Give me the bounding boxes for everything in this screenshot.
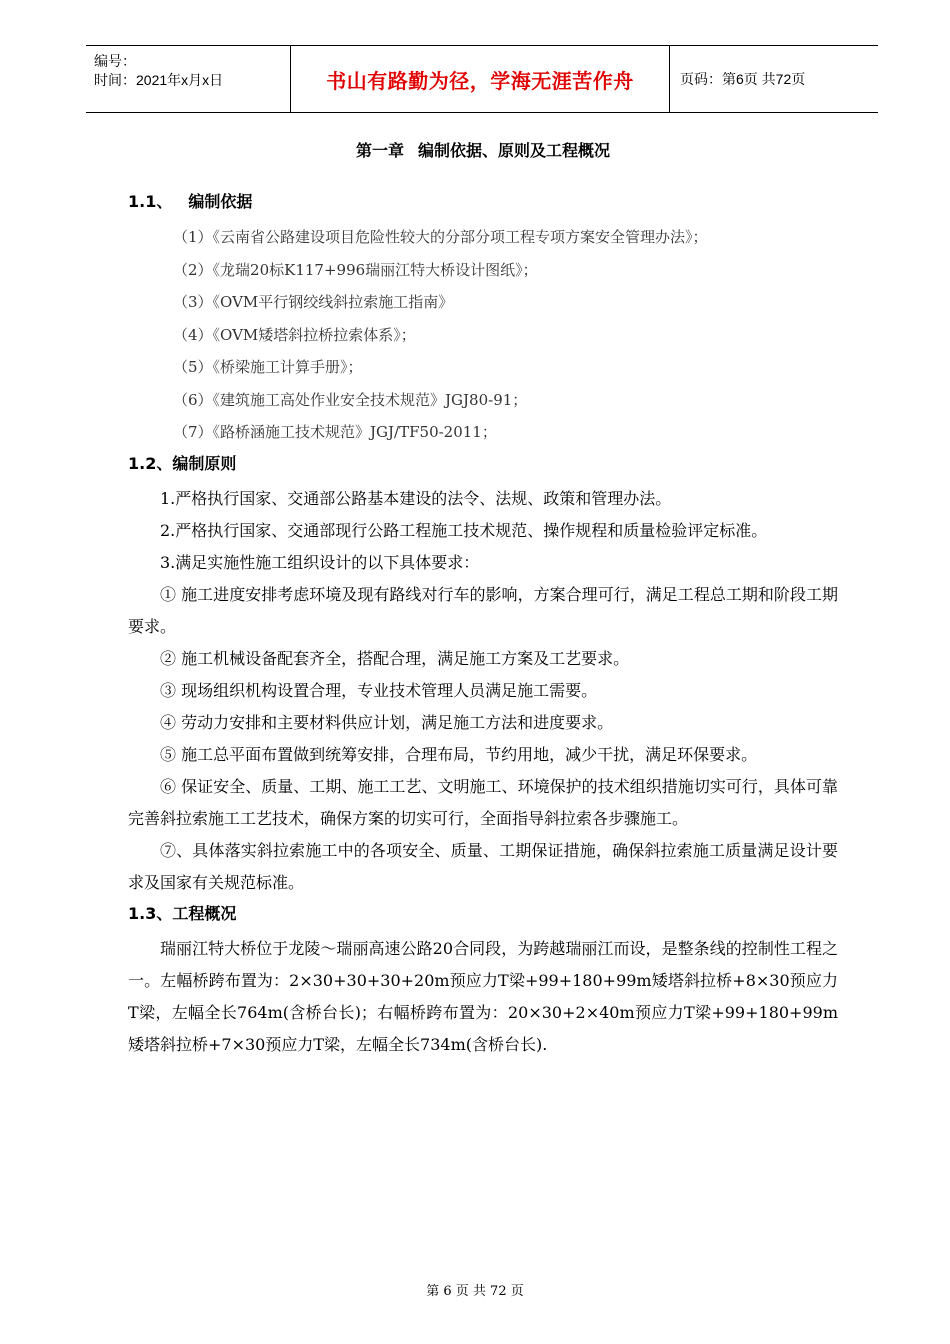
date-label: 时间：2021年x月x日 xyxy=(94,72,224,88)
reference-item: （5）《桥梁施工计算手册》； xyxy=(173,358,363,376)
principle-paragraph: 1.严格执行国家、交通部公路基本建设的法令、法规、政策和管理办法。 xyxy=(160,488,672,508)
section-heading-overview xyxy=(128,903,838,925)
principle-paragraph: ④ 劳动力安排和主要材料供应计划，满足施工方法和进度要求。 xyxy=(160,712,614,732)
section-number: 1.2、 xyxy=(128,453,173,473)
principle-paragraph: ⑤ 施工总平面布置做到统筹安排，合理布局，节约用地，减少干扰，满足环保要求。 xyxy=(160,744,758,764)
principle-paragraph: ⑥ 保证安全、质量、工期、施工工艺、文明施工、环境保护的技术组织措施切实可行，具体可靠完善斜拉索施工工艺技术，确保方案的切实可行，全面指导斜拉索各步骤施工。 xyxy=(128,776,838,828)
principle-paragraph: 3.满足实施性施工组织设计的以下具体要求： xyxy=(160,552,480,572)
chapter-heading xyxy=(128,138,838,161)
document-header xyxy=(86,45,878,113)
section-title: 编制依据 xyxy=(188,192,253,211)
reference-item: （3）《OVM平行钢绞线斜拉索施工指南》 xyxy=(173,293,454,311)
reference-item: （7）《路桥涵施工技术规范》JGJ/TF50-2011； xyxy=(173,423,497,441)
header-motto-cell xyxy=(291,46,670,113)
overview-paragraph: 瑞丽江特大桥位于龙陵～瑞丽高速公路20合同段，为跨越瑞丽江而设，是整条线的控制性工程之一。左幅桥跨布置为：2×30+30+30+20m预应力T梁+99+180+99m矮塔斜拉桥+8×30预应力T梁，左幅全长764m(含桥台长)；右幅桥跨布置为：20×30+2×40m预应力T梁+99+180+99m矮塔斜拉桥+7×30预应力T梁，左幅全长734m(含桥台长). xyxy=(128,938,838,1054)
section-title: 工程概况 xyxy=(172,903,237,923)
section-heading-basis xyxy=(128,191,838,213)
section-number: 1.1、 xyxy=(128,192,173,211)
reference-item: （6）《建筑施工高处作业安全技术规范》JGJ80-91； xyxy=(173,390,528,409)
header-meta xyxy=(86,46,291,113)
chapter-title: 编制依据、原则及工程概况 xyxy=(418,141,611,160)
section-title: 编制原则 xyxy=(172,453,237,473)
principle-paragraph: ⑦、具体落实斜拉索施工中的各项安全、质量、工期保证措施，确保斜拉索施工质量满足设计要求及国家有关规范标准。 xyxy=(128,840,838,892)
header-page-info: 页码：第6页 共72页 xyxy=(670,46,879,113)
document-body xyxy=(128,128,838,1061)
principle-paragraph: ② 施工机械设备配套齐全，搭配合理，满足施工方案及工艺要求。 xyxy=(160,648,630,668)
page-footer: 第 6 页 共 72 页 xyxy=(426,1284,524,1299)
principle-paragraph: ① 施工进度安排考虑环境及现有路线对行车的影响，方案合理可行，满足工程总工期和阶段工期要求。 xyxy=(128,584,838,636)
section-number: 1.3、 xyxy=(128,903,173,923)
serial-number-label: 编号： xyxy=(94,53,136,69)
principle-paragraph: 2.严格执行国家、交通部现行公路工程施工技术规范、操作规程和质量检验评定标准。 xyxy=(160,520,768,540)
chapter-number: 第一章 xyxy=(355,141,404,160)
reference-item: （2）《龙瑞20标K117+996瑞丽江特大桥设计图纸》； xyxy=(173,260,538,279)
principle-paragraph: ③ 现场组织机构设置合理，专业技术管理人员满足施工需要。 xyxy=(160,680,598,700)
section-heading-principles xyxy=(128,453,838,475)
header-motto: 书山有路勤为径，学海无涯苦作舟 xyxy=(326,68,634,93)
reference-item: （4）《OVM矮塔斜拉桥拉索体系》； xyxy=(173,325,416,344)
reference-item: （1）《云南省公路建设项目危险性较大的分部分项工程专项方案安全管理办法》； xyxy=(173,228,708,246)
